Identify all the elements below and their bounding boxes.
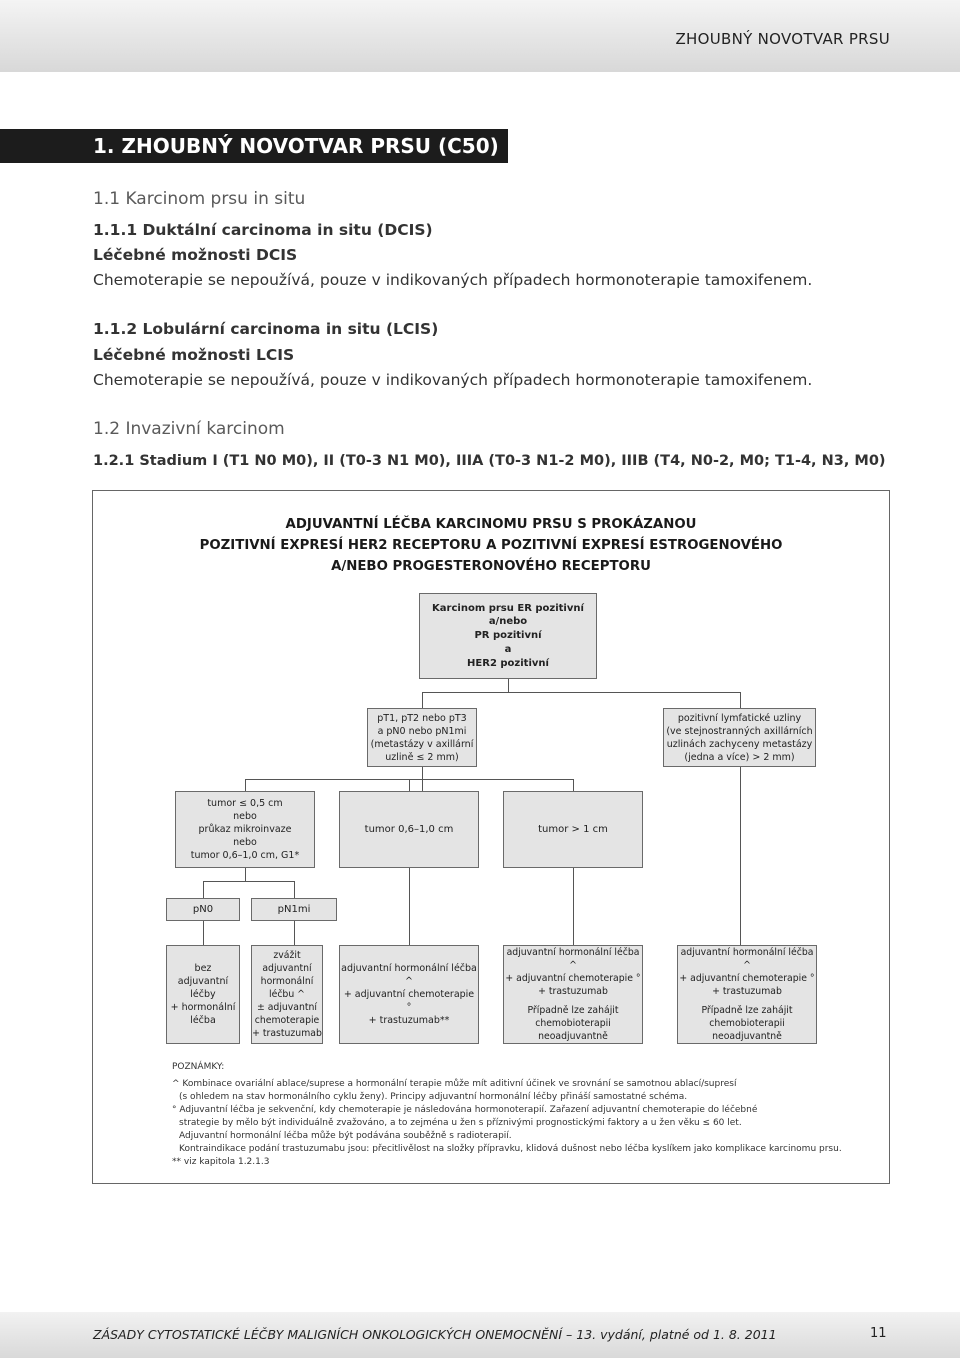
treatment-none-line: + hormonální [170, 1002, 236, 1013]
connector-line [203, 881, 204, 898]
note-line: ** viz kapitola 1.2.1.3 [172, 1157, 270, 1167]
section-1-1-heading: 1.1 Karcinom prsu in situ [93, 189, 306, 209]
treatment-positive-line: chemobioterapii neoadjuvantně [709, 1018, 785, 1042]
dcis-subheading: Léčebné možnosti DCIS [93, 246, 298, 264]
treatment-mid-line: adjuvantní hormonální léčba ^ [341, 963, 477, 987]
node-positive-line: uzlinách zachyceny metastázy [666, 738, 813, 750]
tumor-large-label: tumor > 1 cm [538, 823, 608, 835]
treatment-large-line: chemobioterapii neoadjuvantně [535, 1018, 611, 1042]
treatment-positive-line: adjuvantní hormonální léčba ^ [680, 947, 814, 971]
root-box [419, 593, 597, 679]
treatment-mid-line: + adjuvantní chemoterapie ° [343, 989, 475, 1013]
running-head: ZHOUBNÝ NOVOTVAR PRSU [675, 30, 890, 48]
lcis-subheading: Léčebné možnosti LCIS [93, 346, 295, 364]
connector-line [294, 881, 295, 898]
pn0-label: pN0 [192, 903, 214, 915]
root-line: HER2 pozitivní [467, 657, 549, 669]
note-line: strategie by mělo být individuálně zvažováno, a to zejména u žen s příznivými prognostickými faktory a u žen věku ≤ 60 let. [179, 1118, 742, 1128]
connector-line [740, 766, 741, 945]
treatment-positive-line: Případně lze zahájit [701, 1005, 793, 1016]
scheme-notes [172, 1061, 872, 1169]
treatment-large-box [503, 945, 643, 1044]
lcis-heading: 1.1.2 Lobulární carcinoma in situ (LCIS) [93, 320, 439, 338]
treatment-consider-line: ± adjuvantní [256, 1002, 318, 1013]
treatment-positive-line: + adjuvantní chemoterapie ° [679, 973, 815, 984]
node-negative-line: pT1, pT2 nebo pT3 [377, 712, 467, 724]
treatment-consider-box [251, 945, 323, 1044]
treatment-none-line: adjuvantní [177, 976, 229, 987]
tumor-mid-box [339, 791, 479, 868]
node-positive-line: (jedna a více) > 2 mm) [684, 751, 795, 763]
treatment-large-line: + adjuvantní chemoterapie ° [505, 973, 641, 984]
lcis-text: Chemoterapie se nepoužívá, pouze v indikovaných případech hormonoterapie tamoxifenem. [93, 371, 813, 389]
treatment-positive-box [677, 945, 817, 1044]
node-positive-line: pozitivní lymfatické uzliny [677, 712, 802, 724]
treatment-large-line: Případně lze zahájit [527, 1005, 619, 1016]
treatment-consider-line: léčbu ^ [269, 989, 305, 1000]
treatment-large-line: adjuvantní hormonální léčba ^ [506, 947, 640, 971]
connector-line [740, 692, 741, 708]
treatment-consider-line: zvážit [273, 950, 301, 961]
connector-line [294, 921, 295, 945]
node-negative-line: (metastázy v axillární [370, 738, 474, 750]
node-positive-line: (ve stejnostranných axillárních [666, 725, 813, 737]
dcis-text: Chemoterapie se nepoužívá, pouze v indikovaných případech hormonoterapie tamoxifenem. [93, 271, 813, 289]
tumor-small-line: nebo [233, 837, 257, 848]
node-negative-line: uzlině ≤ 2 mm) [385, 751, 459, 763]
treatment-consider-line: hormonální [260, 976, 314, 987]
notes-title: POZNÁMKY: [172, 1062, 225, 1072]
tumor-small-line: tumor ≤ 0,5 cm [207, 798, 283, 809]
connector-line [422, 692, 740, 693]
treatment-none-line: bez [194, 963, 212, 974]
tumor-mid-label: tumor 0,6–1,0 cm [364, 823, 454, 835]
pn1mi-label: pN1mi [277, 903, 311, 915]
root-line: a/nebo [488, 616, 528, 628]
scheme-title-line: ADJUVANTNÍ LÉČBA KARCINOMU PRSU S PROKÁZANOU [285, 517, 697, 532]
section-1-2-heading: 1.2 Invazivní karcinom [93, 419, 285, 439]
pn1mi-box [251, 898, 337, 921]
scheme-title-line: A/NEBO PROGESTERONOVÉHO RECEPTORU [331, 559, 651, 574]
connector-line [508, 678, 509, 693]
treatment-none-line: léčba [190, 1015, 216, 1026]
note-line: Kontraindikace podání trastuzumabu jsou: přecitlivělost na složky přípravku, klidová dušnost nebo léčba kyslíkem jako komplikace karcinomu prsu. [179, 1144, 842, 1154]
tumor-small-line: tumor 0,6–1,0 cm, G1* [190, 850, 300, 861]
treatment-mid-box [339, 945, 479, 1044]
pn0-box [166, 898, 240, 921]
scheme-title [92, 514, 890, 577]
page-number: 11 [870, 1326, 887, 1341]
treatment-positive-line: + trastuzumab [712, 986, 782, 997]
connector-line [573, 868, 574, 945]
note-line: ^ Kombinace ovariální ablace/suprese a hormonální terapie může mít aditivní účinek ve srovnání se samotnou ablací/supresí [172, 1079, 737, 1089]
scheme-title-line: POZITIVNÍ EXPRESÍ HER2 RECEPTORU A POZITIVNÍ EXPRESÍ ESTROGENOVÉHO [199, 538, 783, 553]
tumor-small-box [175, 791, 315, 868]
root-line: PR pozitivní [474, 630, 542, 642]
connector-line [409, 868, 410, 945]
note-line: Adjuvantní hormonální léčba může být podávána souběžně s radioterapií. [179, 1131, 512, 1141]
connector-line [203, 921, 204, 945]
note-line: ° Adjuvantní léčba je sekvenční, kdy chemoterapie je následována hormonoterapií. Zařazení adjuvantní chemoterapie do léčebné [172, 1105, 758, 1115]
treatment-none-box [166, 945, 240, 1044]
connector-line [203, 881, 294, 882]
tumor-large-box [503, 791, 643, 868]
section-1-2-1-heading: 1.2.1 Stadium I (T1 N0 M0), II (T0-3 N1 M0), IIIA (T0-3 N1-2 M0), IIIB (T4, N0-2, M0; T1-4, N3, M0) [93, 453, 886, 469]
footer-text: ZÁSADY CYTOSTATICKÉ LÉČBY MALIGNÍCH ONKOLOGICKÝCH ONEMOCNĚNÍ – 13. vydání, platné od 1. 8. 2011 [93, 1327, 777, 1342]
root-line: Karcinom prsu ER pozitivní [432, 602, 584, 614]
dcis-heading: 1.1.1 Duktální carcinoma in situ (DCIS) [93, 221, 433, 239]
connector-line [422, 692, 423, 708]
connector-line [245, 868, 246, 882]
root-line: a [504, 643, 512, 655]
treatment-mid-line: + trastuzumab** [368, 1015, 450, 1026]
node-negative-line: a pN0 nebo pN1mi [377, 725, 467, 737]
treatment-consider-line: adjuvantní [262, 963, 312, 974]
tumor-small-line: průkaz mikroinvaze [198, 824, 292, 835]
treatment-consider-line: + trastuzumab [252, 1028, 322, 1039]
note-line: (s ohledem na stav hormonálního cyklu ženy). Principy adjuvantní hormonální léčby přináší samostatné schéma. [179, 1092, 688, 1102]
treatment-none-line: léčby [190, 989, 216, 1000]
treatment-consider-line: chemoterapie [254, 1015, 320, 1026]
chapter-title: 1. ZHOUBNÝ NOVOTVAR PRSU (C50) [93, 134, 499, 158]
node-positive-box [663, 708, 816, 767]
tumor-small-line: nebo [233, 811, 257, 822]
node-negative-box [367, 708, 477, 767]
treatment-large-line: + trastuzumab [538, 986, 608, 997]
